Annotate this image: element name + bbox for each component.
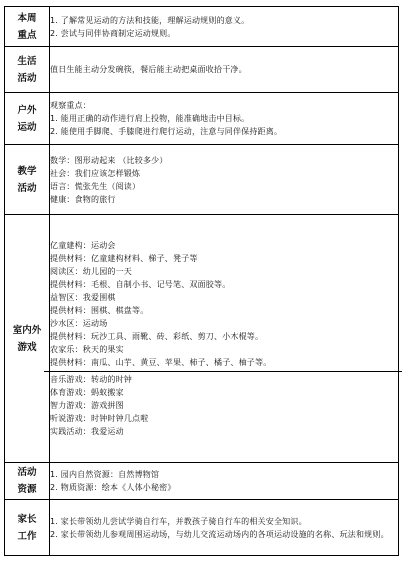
row-resources (5, 463, 399, 500)
label-resources-line1: 活动 (17, 467, 37, 478)
content-parents (50, 500, 399, 556)
resources-line-1: 1. 园内自然资源：自然博物馆 (50, 470, 160, 479)
label-daily-life-line2: 活动 (17, 72, 37, 84)
label-parents-line1: 家长 (17, 513, 37, 525)
games-game-line-1: 音乐游戏：转动的时钟 (50, 375, 132, 384)
label-teaching-line1: 教学 (17, 165, 37, 177)
row-outdoor (5, 93, 399, 145)
label-teaching (5, 145, 50, 215)
content-teaching (50, 145, 399, 215)
teaching-line-3: 语言：慌张先生（阅读） (50, 181, 141, 191)
games-game-line-5: 实践活动：我爱运动 (50, 427, 124, 436)
row-weekly-focus (5, 7, 399, 47)
label-weekly-focus-line1: 本周 (17, 12, 37, 24)
label-daily-life (5, 47, 50, 93)
weekly-focus-line-2: 2. 尝试与同伴协商制定运动规则。 (50, 28, 176, 38)
games-area-line-9: 农家乐：秋天的果实 (50, 345, 124, 354)
label-games-line1: 室内外 (12, 324, 42, 336)
teaching-line-4: 健康：食物的旅行 (50, 194, 116, 204)
content-resources (50, 463, 399, 500)
games-area-line-8: 提供材料：玩沙工具、雨靴、砖、彩纸、剪刀、小木棍等。 (50, 332, 264, 341)
games-area-line-3: 阅读区：幼儿园的一天 (50, 267, 132, 276)
label-weekly-focus (5, 7, 50, 47)
teaching-line-1: 数学：图形动起来 （比较多少） (50, 155, 168, 165)
label-outdoor-line2: 运动 (17, 121, 37, 133)
games-game-line-4: 听说游戏：时钟时钟几点啦 (50, 414, 149, 423)
teaching-line-2: 社会：我们应该怎样锻炼 (50, 168, 141, 178)
label-games-line2: 游戏 (17, 341, 37, 353)
label-outdoor (5, 93, 50, 145)
games-area-line-10: 提供材料：南瓜、山芋、黄豆、苹果、柿子、橘子、柚子等。 (50, 358, 272, 367)
label-daily-life-line1: 生活 (17, 55, 37, 67)
content-daily-life (50, 47, 399, 93)
label-parents-line2: 工作 (17, 530, 37, 542)
label-parents (5, 500, 50, 556)
row-games (5, 215, 399, 463)
games-area-line-5: 益智区：我爱围棋 (50, 293, 116, 302)
content-weekly-focus (50, 7, 399, 47)
outdoor-line-2: 1. 能用正确的动作进行肩上投物，能准确地击中目标。 (50, 114, 250, 123)
resources-line-2: 2. 物质资源：绘本《人体小秘密》 (50, 483, 176, 492)
label-outdoor-line1: 户外 (17, 104, 37, 116)
outdoor-line-3: 2. 能使用手脚爬、手膝爬进行爬行运动，注意与同伴保持距离。 (50, 127, 283, 136)
row-parents (5, 500, 399, 556)
games-area-line-2: 提供材料：亿童建构材料、梯子、凳子等 (50, 254, 198, 263)
label-games (5, 215, 50, 463)
label-resources (5, 463, 50, 500)
weekly-plan-table (4, 6, 399, 556)
weekly-focus-line-1: 1. 了解常见运动的方法和技能，理解运动规则的意义。 (50, 15, 250, 25)
games-area-line-1: 亿童建构：运动会 (50, 241, 116, 250)
parents-line-2: 2. 家长带领幼儿参观周围运动场，与幼儿交流运动场内的各项运动设施的名称、玩法和规则。 (50, 529, 389, 539)
label-weekly-focus-line2: 重点 (17, 29, 37, 41)
content-games (50, 215, 399, 463)
games-area-line-4: 提供材料：毛根、自制小书、记号笔、双面胶等。 (50, 280, 231, 289)
daily-life-line-1: 值日生能主动分发碗筷，餐后能主动把桌面收拾干净。 (50, 65, 247, 74)
content-outdoor (50, 93, 399, 145)
label-resources-line2: 资源 (17, 484, 37, 495)
games-area-line-6: 提供材料：围棋、棋盘等。 (50, 306, 149, 315)
row-teaching (5, 145, 399, 215)
parents-line-1: 1. 家长带领幼儿尝试学骑自行车，并教孩子骑自行车的相关安全知识。 (50, 516, 307, 526)
games-game-line-2: 体育游戏：蚂蚁搬家 (50, 388, 124, 397)
label-teaching-line2: 活动 (17, 182, 37, 194)
games-game-line-3: 智力游戏：游戏拼图 (50, 401, 124, 410)
row-daily-life (5, 47, 399, 93)
games-area-line-7: 沙水区：运动场 (50, 319, 108, 328)
outdoor-line-1: 观察重点： (50, 101, 91, 110)
games-divider (44, 371, 402, 372)
